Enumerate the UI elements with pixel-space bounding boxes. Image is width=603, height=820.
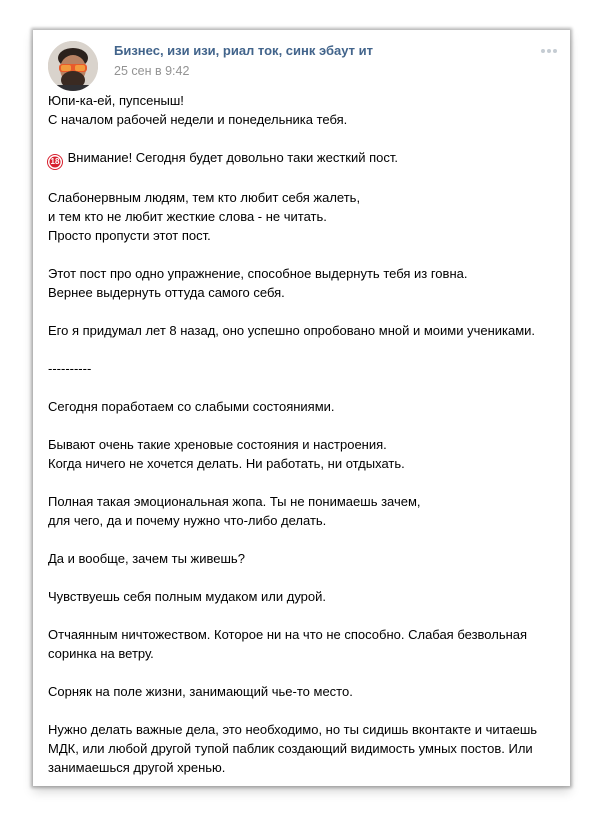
post-line: Сорняк на поле жизни, занимающий чье-то место. xyxy=(48,684,353,699)
post-line: Вернее выдернуть оттуда самого себя. xyxy=(48,285,285,300)
age-restriction-18-icon: 18 xyxy=(48,155,62,169)
post-paragraph xyxy=(48,549,558,568)
post-line: Бывают очень такие хреновые состояния и настроения. xyxy=(48,437,387,452)
post-paragraph xyxy=(48,682,558,701)
avatar[interactable] xyxy=(48,41,98,91)
post-paragraph xyxy=(48,397,558,416)
more-dot xyxy=(541,49,545,53)
more-horizontal-icon[interactable] xyxy=(539,43,559,59)
post-paragraph xyxy=(48,720,558,777)
post-paragraph xyxy=(48,492,558,530)
avatar-image xyxy=(48,41,98,91)
post-author-link[interactable]: Бизнес, изи изи, риал ток, синк эбаут ит xyxy=(114,43,373,58)
more-dot xyxy=(553,49,557,53)
post-line: Слабонервным людям, тем кто любит себя жалеть, xyxy=(48,190,361,205)
post-paragraph xyxy=(48,359,558,378)
post-line: занимаешься другой хренью. xyxy=(48,760,226,775)
post-line: Его я придумал лет 8 назад, оно успешно опробовано мной и моими учениками. xyxy=(48,323,536,338)
post-text xyxy=(48,91,558,786)
post-line: Просто пропусти этот пост. xyxy=(48,228,211,243)
post-line: Отчаянным ничтожеством. Которое ни на что не способно. Слабая безвольная xyxy=(48,627,528,642)
post-line: Да и вообще, зачем ты живешь? xyxy=(48,551,245,566)
post-paragraph xyxy=(48,264,558,302)
post-paragraph xyxy=(48,587,558,606)
post-paragraph xyxy=(48,188,558,245)
post-line: Полная такая эмоциональная жопа. Ты не понимаешь зачем, xyxy=(48,494,421,509)
more-dot xyxy=(547,49,551,53)
post-line: Сегодня поработаем со слабыми состояниями. xyxy=(48,399,335,414)
post-date[interactable]: 25 сен в 9:42 xyxy=(114,64,190,78)
post-line: С началом рабочей недели и понедельника тебя. xyxy=(48,112,348,127)
post-line: для чего, да и почему нужно что-либо делать. xyxy=(48,513,327,528)
post-line: МДК, или любой другой тупой паблик создающий видимость умных постов. Или xyxy=(48,741,533,756)
post-paragraph xyxy=(48,321,558,340)
post-paragraph xyxy=(48,435,558,473)
post-line: соринка на ветру. xyxy=(48,646,154,661)
post-paragraph xyxy=(48,148,558,169)
post-line: Когда ничего не хочется делать. Ни работать, ни отдыхать. xyxy=(48,456,405,471)
post-line xyxy=(48,148,558,169)
post-line-text: Внимание! Сегодня будет довольно таки жесткий пост. xyxy=(67,150,399,165)
post-line: Нужно делать важные дела, это необходимо, но ты сидишь вконтакте и читаешь xyxy=(48,722,538,737)
post-card xyxy=(33,30,570,786)
post-paragraph xyxy=(48,91,558,129)
post-line: и тем кто не любит жесткие слова - не читать. xyxy=(48,209,327,224)
post-line: Юпи-ка-ей, пупсеныш! xyxy=(48,93,184,108)
post-line: Этот пост про одно упражнение, способное выдернуть тебя из говна. xyxy=(48,266,468,281)
post-separator: ---------- xyxy=(48,361,92,376)
post-paragraph xyxy=(48,625,558,663)
post-line: Чувствуешь себя полным мудаком или дурой. xyxy=(48,589,327,604)
